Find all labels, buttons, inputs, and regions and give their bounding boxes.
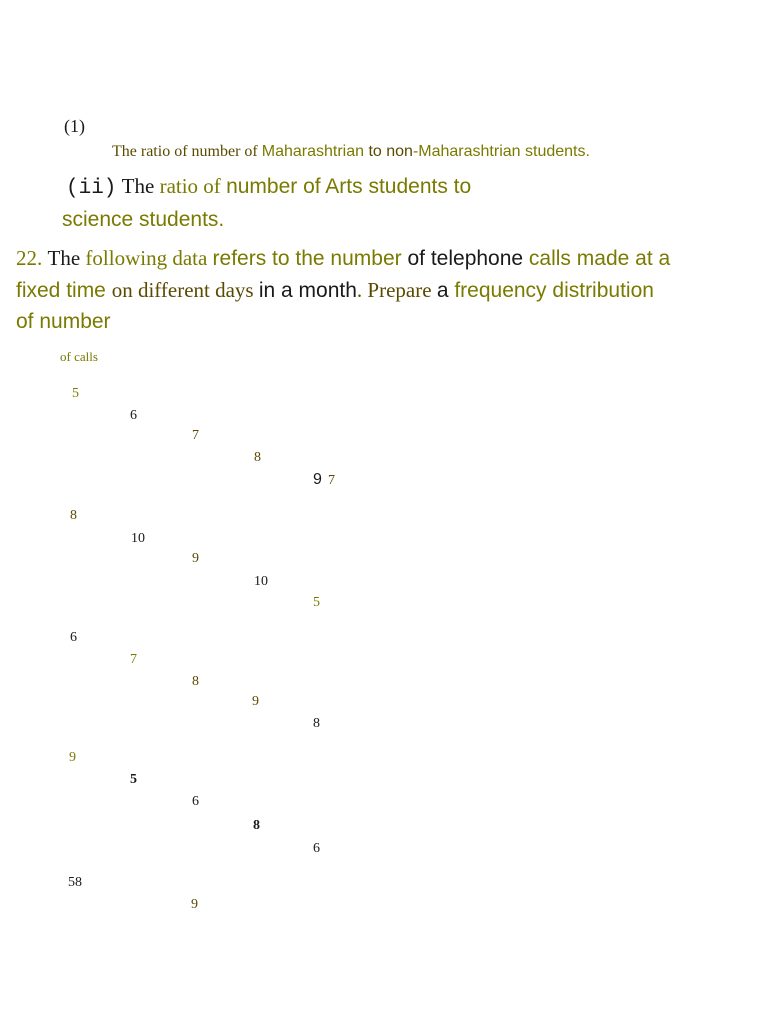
- data-value: 7: [130, 652, 137, 667]
- data-value: 6: [192, 794, 199, 809]
- data-value: 6: [130, 408, 137, 423]
- data-value: 10: [131, 531, 145, 546]
- data-value: 9: [313, 471, 322, 488]
- data-value: 8: [253, 818, 260, 833]
- data-value: 6: [313, 841, 320, 856]
- data-value: 58: [68, 875, 82, 890]
- question-i-number: (1): [64, 116, 85, 136]
- question-ii-line2: science students.: [62, 208, 225, 231]
- data-value: 8: [313, 716, 320, 731]
- data-value: 9: [69, 750, 76, 765]
- question-22-line1: [16, 246, 670, 271]
- q22-l2-f: frequency distribution: [454, 279, 654, 302]
- q22-l2-a: fixed time: [16, 279, 112, 302]
- question-i-text-c: to non: [364, 143, 413, 160]
- question-22-line2: [16, 278, 654, 303]
- question-i-text: [112, 143, 590, 161]
- data-value: 7: [328, 473, 335, 488]
- data-value: 6: [70, 630, 77, 645]
- question-22-line3: of number: [16, 310, 111, 333]
- data-value: 9: [191, 897, 198, 912]
- question-i-text-b: Maharashtrian: [261, 143, 365, 160]
- data-value: 10: [254, 574, 268, 589]
- data-value: 9: [252, 694, 259, 709]
- data-value: 8: [70, 508, 77, 523]
- question-22-number: 22.: [16, 246, 43, 270]
- calls-label: of calls: [60, 349, 98, 364]
- q22-l2-e: a: [436, 279, 455, 302]
- data-value: 7: [192, 428, 199, 443]
- data-value: 5: [313, 595, 320, 610]
- data-value: 9: [192, 551, 199, 566]
- question-ii-text-c: number of Arts students to: [226, 175, 472, 198]
- q22-l1-d: of telephone: [407, 247, 529, 270]
- q22-l1-e: calls: [528, 247, 577, 270]
- q22-l1-f: made at a: [576, 247, 671, 270]
- question-ii-number: (ii): [66, 177, 117, 200]
- data-value: 8: [192, 674, 199, 689]
- question-ii-text-a: The: [121, 174, 160, 198]
- question-ii-text-b: ratio of: [159, 174, 227, 198]
- q22-l2-c: in a month: [258, 279, 357, 302]
- q22-l1-c: refers to the number: [212, 247, 408, 270]
- data-value: 5: [72, 386, 79, 401]
- data-value: 8: [254, 450, 261, 465]
- question-ii: [66, 174, 471, 200]
- q22-l1-b: following data: [85, 246, 213, 270]
- q22-l2-b: on different days: [111, 278, 259, 302]
- question-i-text-d: -Maharashtrian students.: [412, 143, 590, 160]
- q22-l2-d: . Prepare: [356, 278, 437, 302]
- data-value: 5: [130, 772, 137, 787]
- q22-l1-a: The: [47, 246, 86, 270]
- question-i-text-a: The ratio of number of: [112, 143, 262, 160]
